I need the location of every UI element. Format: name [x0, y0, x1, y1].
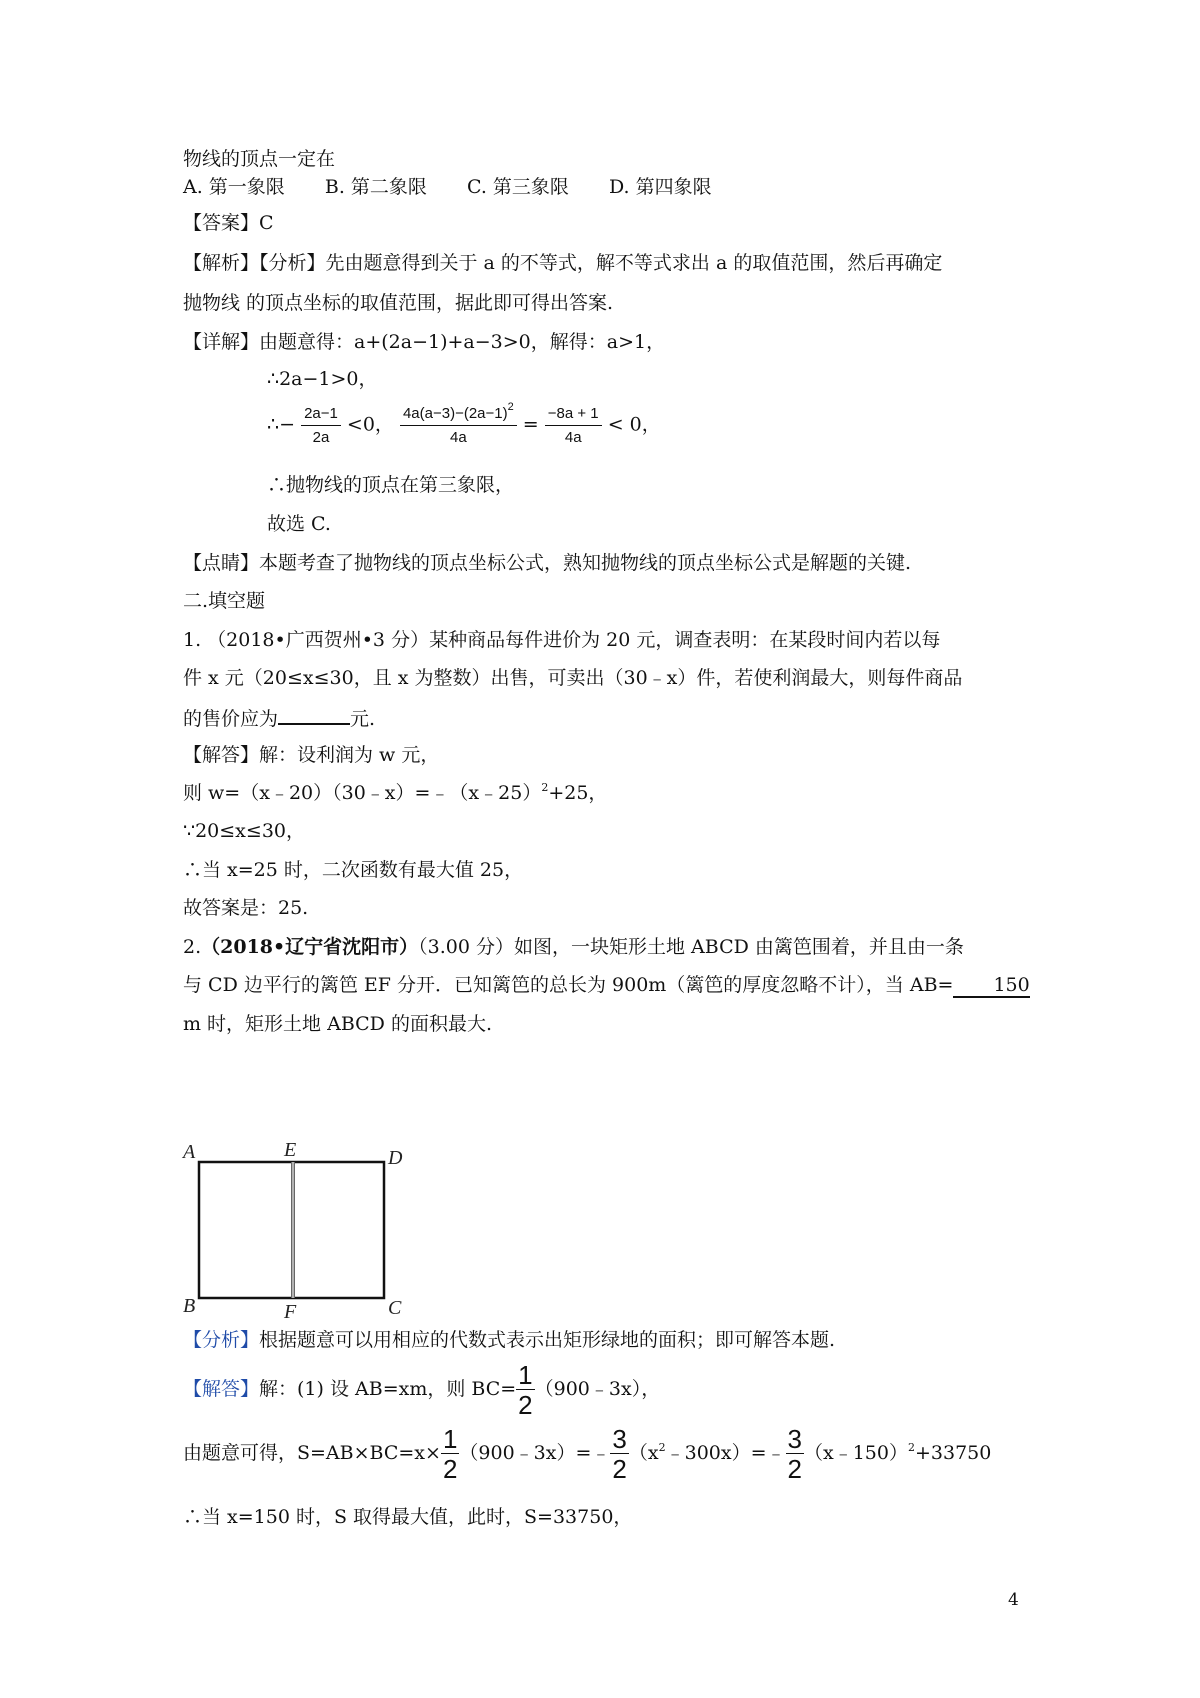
half-denominator-2: 2	[442, 1454, 458, 1484]
text-line: 物线的顶点一定在	[183, 148, 336, 170]
half-fraction-2	[441, 1426, 459, 1482]
label-e: E	[284, 1139, 297, 1161]
fraction-3-denominator: 4a	[564, 429, 582, 446]
option-b: B. 第二象限	[324, 176, 427, 198]
step-line-4: 故选 C.	[267, 513, 331, 535]
question-2-text-2: 与 CD 边平行的篱笆 EF 分开．已知篱笆的总长为 900m（篱笆的厚度忽略不计），当 AB=	[183, 974, 954, 996]
step-line-1: ∴2a−1>0，	[267, 368, 378, 390]
half-numerator: 1	[518, 1360, 533, 1390]
solution-2-text-tail: （900﹣3x），	[534, 1378, 661, 1400]
answer-line: 【答案】C	[183, 212, 274, 234]
area-expr-2: （900﹣3x）=﹣	[459, 1442, 611, 1464]
question-1-line-2: 件 x 元（20≤x≤30，且 x 为整数）出售，可卖出（30﹣x）件，若使利润最大，则每件商品	[183, 667, 963, 689]
fraction-2-numerator	[400, 402, 517, 426]
solution-1-line-2	[183, 780, 607, 806]
question-2-line-2	[183, 972, 1030, 998]
three-halves-denominator: 2	[612, 1454, 627, 1484]
solution-1-line-5: 故答案是：25.	[183, 897, 309, 919]
fraction-1-relation: <0，	[346, 413, 394, 436]
three-halves-fraction-2	[786, 1426, 804, 1482]
solution-1-line-3: ∵20≤x≤30，	[183, 820, 305, 842]
fraction-2-denominator: 4a	[450, 429, 467, 446]
solution-2-line-1	[183, 1362, 660, 1418]
fraction-3-relation: < 0，	[607, 413, 661, 436]
analysis-line-2: 抛物线 的顶点坐标的取值范围，据此即可得出答案.	[183, 292, 614, 314]
half-fraction	[516, 1362, 534, 1418]
solution-2-tag: 【解答】	[183, 1378, 260, 1400]
page-number: 4	[1008, 1590, 1019, 1610]
label-c: C	[388, 1297, 402, 1318]
option-a: A. 第一象限	[183, 176, 285, 198]
step-line-3: ∴抛物线的顶点在第三象限，	[267, 474, 515, 496]
solution-2-line-3: ∴当 x=150 时，S 取得最大值，此时，S=33750，	[183, 1506, 633, 1528]
square-exponent-3: 2	[907, 1441, 915, 1454]
question-2-source: （2018•辽宁省沈阳市）	[201, 936, 419, 958]
solution-1-line-4: ∴当 x=25 时，二次函数有最大值 25，	[183, 859, 524, 881]
question-2-line-1	[183, 934, 964, 960]
label-b: B	[183, 1295, 196, 1317]
three-halves-numerator-2: 3	[787, 1424, 802, 1454]
fraction-2-exponent: 2	[507, 401, 514, 413]
fraction-3-numerator: −8a + 1	[545, 402, 602, 426]
solution-2-text: 解：(1) 设 AB=xm，则 BC=	[259, 1378, 517, 1400]
square-exponent-2: 2	[658, 1441, 666, 1454]
question-1-line-1: 1. （2018•广西贺州•3 分）某种商品每件进价为 20 元，调查表明：在某段时间内若以每	[183, 629, 941, 651]
half-denominator: 2	[518, 1390, 533, 1420]
solution-1-line-1: 【解答】解：设利润为 w 元，	[183, 744, 440, 766]
analysis-line-1: 【解析】【分析】先由题意得到关于 a 的不等式，解不等式求出 a 的取值范围，然后再确定	[183, 252, 943, 274]
solution-1-expr: 则 w=（x﹣20）（30﹣x）=﹣（x﹣25）	[183, 782, 542, 804]
comment-line: 【点睛】本题考查了抛物线的顶点坐标公式，熟知抛物线的顶点坐标公式是解题的关键.	[183, 552, 912, 574]
analysis-2-line	[183, 1327, 835, 1353]
equals-sign: =	[522, 413, 539, 436]
area-expr-3: （x	[628, 1442, 659, 1464]
question-2-line-3: m 时，矩形土地 ABCD 的面积最大.	[183, 1013, 492, 1035]
fraction-2-numerator-text: 4a(a−3)−(2a−1)	[402, 405, 508, 422]
option-c: C. 第三象限	[466, 176, 569, 198]
answer-blank	[278, 703, 350, 725]
detail-line: 【详解】由题意得：a+(2a−1)+a−3>0，解得：a>1，	[183, 331, 666, 353]
analysis-2-tag: 【分析】	[183, 1329, 260, 1351]
therefore-minus: ∴−	[267, 413, 296, 436]
three-halves-denominator-2: 2	[787, 1454, 802, 1484]
fraction-3	[545, 402, 602, 449]
options-row	[183, 174, 712, 200]
fraction-2	[400, 402, 517, 449]
square-exponent: 2	[541, 781, 549, 794]
analysis-2-text: 根据题意可以用相应的代数式表示出矩形绿地的面积；即可解答本题.	[259, 1329, 836, 1351]
question-1-prefix: 的售价应为	[183, 708, 279, 730]
label-d: D	[388, 1147, 403, 1169]
question-1-suffix: 元.	[350, 708, 376, 730]
solution-1-expr-tail: +25，	[548, 782, 608, 804]
three-halves-fraction	[610, 1426, 628, 1482]
three-halves-numerator: 3	[612, 1424, 627, 1454]
area-expr-1: 由题意可得，S=AB×BC=x×	[183, 1442, 441, 1464]
question-2-number: 2.	[183, 936, 202, 958]
area-expr-6: +33750	[914, 1442, 992, 1464]
area-expr-4: ﹣300x）=﹣	[665, 1442, 786, 1464]
fraction-1-numerator: 2a−1	[301, 402, 341, 426]
fraction-1	[301, 402, 341, 449]
rectangle-figure	[180, 1128, 420, 1318]
area-expr-5: （x﹣150）	[803, 1442, 908, 1464]
section-heading: 二.填空题	[183, 590, 266, 612]
label-f: F	[284, 1301, 297, 1318]
question-2-text: （3.00 分）如图，一块矩形土地 ABCD 由篱笆围着，并且由一条	[418, 936, 964, 958]
fraction-line	[267, 402, 661, 449]
fraction-1-denominator: 2a	[312, 429, 330, 446]
answer-value: 150	[953, 974, 1029, 998]
option-d: D. 第四象限	[608, 176, 712, 198]
half-numerator-2: 1	[442, 1424, 458, 1454]
solution-2-line-2	[183, 1426, 991, 1482]
label-a: A	[183, 1141, 196, 1163]
question-1-line-3	[183, 703, 375, 732]
